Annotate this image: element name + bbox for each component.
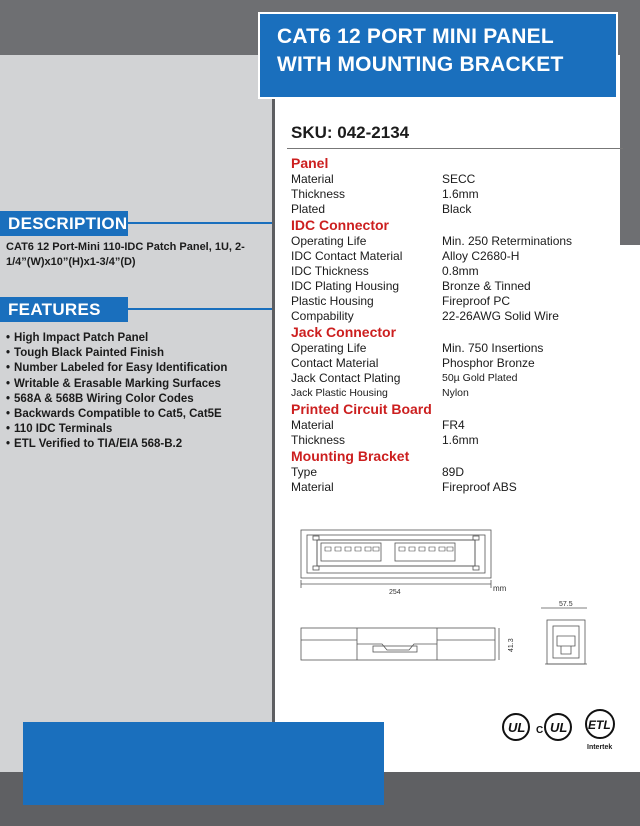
feature-item: • Tough Black Painted Finish [6,346,271,361]
spec-row [291,249,621,264]
description-text: CAT6 12 Port-Mini 110-IDC Patch Panel, 1U, 2-1/4”(W)x10”(H)x1-3/4”(D) [6,241,245,268]
etl-text: ETL [588,718,611,732]
spec-row [291,433,621,448]
spec-key: Operating Life [291,341,367,355]
spec-row [291,418,621,433]
screw-hole [473,566,479,570]
cul-icon [536,714,571,740]
features-list [6,331,271,453]
spec-value: Bronze & Tinned [442,279,531,293]
feature-item: • Backwards Compatible to Cat5, Cat5E [6,407,271,422]
right-top-strip [620,55,640,245]
ul-text: UL [508,720,526,735]
spec-value: 1.6mm [442,187,479,201]
spec-row [291,309,621,324]
screw-hole [313,536,319,540]
width-dimension-label: 254 [389,589,401,596]
spec-row [291,264,621,279]
feature-item: • Number Labeled for Easy Identification [6,361,271,376]
spec-row [291,371,621,386]
height-dimension-label: 41.3 [508,638,515,652]
spec-heading-panel: Panel [291,155,329,171]
specs-table [291,155,621,495]
front-view-outline [301,530,491,578]
spec-key: Material [291,480,334,494]
description-heading: DESCRIPTION [0,211,128,236]
blue-footer-block [23,722,384,805]
spec-row [291,279,621,294]
spec-row [291,234,621,249]
port-icons [325,547,453,551]
feature-item: • High Impact Patch Panel [6,331,271,346]
top-view-center-slot [373,646,417,652]
spec-heading-idc: IDC Connector [291,217,389,233]
spec-row [291,294,621,309]
spec-key: Jack Contact Plating [291,371,401,385]
feature-item: • Writable & Erasable Marking Surfaces [6,377,271,392]
spec-key: Jack Plastic Housing [291,387,388,399]
ul-icon [503,714,529,740]
spec-heading-pcb: Printed Circuit Board [291,401,432,417]
cul-c-text: C [536,725,544,736]
screw-hole [313,566,319,570]
spec-heading-jack: Jack Connector [291,324,397,340]
spec-key: Operating Life [291,234,367,248]
spec-key: Plated [291,202,326,216]
spec-value: Fireproof PC [442,294,511,308]
spec-value: Nylon [442,387,469,399]
features-heading: FEATURES [0,297,128,322]
port-block-right [395,543,455,561]
spec-value: Min. 250 Reterminations [442,234,573,248]
spec-value: FR4 [442,418,465,432]
spec-value: SECC [442,172,476,186]
front-plate [317,540,475,566]
features-rule [128,308,272,310]
top-view-center-profile [357,644,437,650]
title-box [258,12,618,99]
spec-row [291,386,621,401]
spec-key: IDC Contact Material [291,249,403,263]
technical-drawing [287,520,607,695]
spec-value: Min. 750 Insertions [442,341,544,355]
description-rule [128,222,272,224]
spec-row [291,356,621,371]
depth-dimension-label: 57.5 [559,601,573,608]
spec-key: Material [291,418,334,432]
spec-value: 89D [442,465,465,479]
title-line-2: WITH MOUNTING BRACKET [277,53,564,76]
top-view-outline [301,628,495,660]
left-panel-border [272,55,275,772]
intertek-label: Intertek [587,744,613,751]
spec-value: Alloy C2680-H [442,249,520,263]
spec-value: 22-26AWG Solid Wire [442,309,559,323]
spec-value: Fireproof ABS [442,480,517,494]
side-view-jack [557,636,575,654]
etl-icon [586,710,614,738]
spec-value: Black [442,202,472,216]
spec-key: Contact Material [291,356,379,370]
cul-ul-text: UL [550,720,568,735]
spec-row [291,172,621,187]
unit-label: mm [493,584,507,593]
spec-row [291,480,621,495]
feature-item: • 110 IDC Terminals [6,422,271,437]
sku-label: SKU: 042-2134 [291,123,410,142]
feature-item: • 568A & 568B Wiring Color Codes [6,392,271,407]
spec-row [291,465,621,480]
spec-key: Material [291,172,334,186]
spec-key: Plastic Housing [291,294,374,308]
sku-rule [287,148,623,149]
spec-key: IDC Thickness [291,264,369,278]
spec-value: 1.6mm [442,433,479,447]
spec-key: IDC Plating Housing [291,279,400,293]
spec-value: 0.8mm [442,264,479,278]
front-view-inner [307,535,485,573]
spec-value: Phosphor Bronze [442,356,535,370]
spec-value: 50µ Gold Plated [442,372,518,384]
spec-row [291,202,621,217]
feature-item: • ETL Verified to TIA/EIA 568-B.2 [6,437,271,452]
spec-row [291,341,621,356]
screw-hole [473,536,479,540]
spec-key: Thickness [291,187,346,201]
spec-key: Compability [291,309,354,323]
spec-row [291,187,621,202]
spec-key: Type [291,465,318,479]
title-line-1: CAT6 12 PORT MINI PANEL [277,25,554,48]
spec-key: Thickness [291,433,346,447]
port-block-left [321,543,381,561]
spec-heading-bracket: Mounting Bracket [291,448,410,464]
top-view-details [301,628,495,660]
